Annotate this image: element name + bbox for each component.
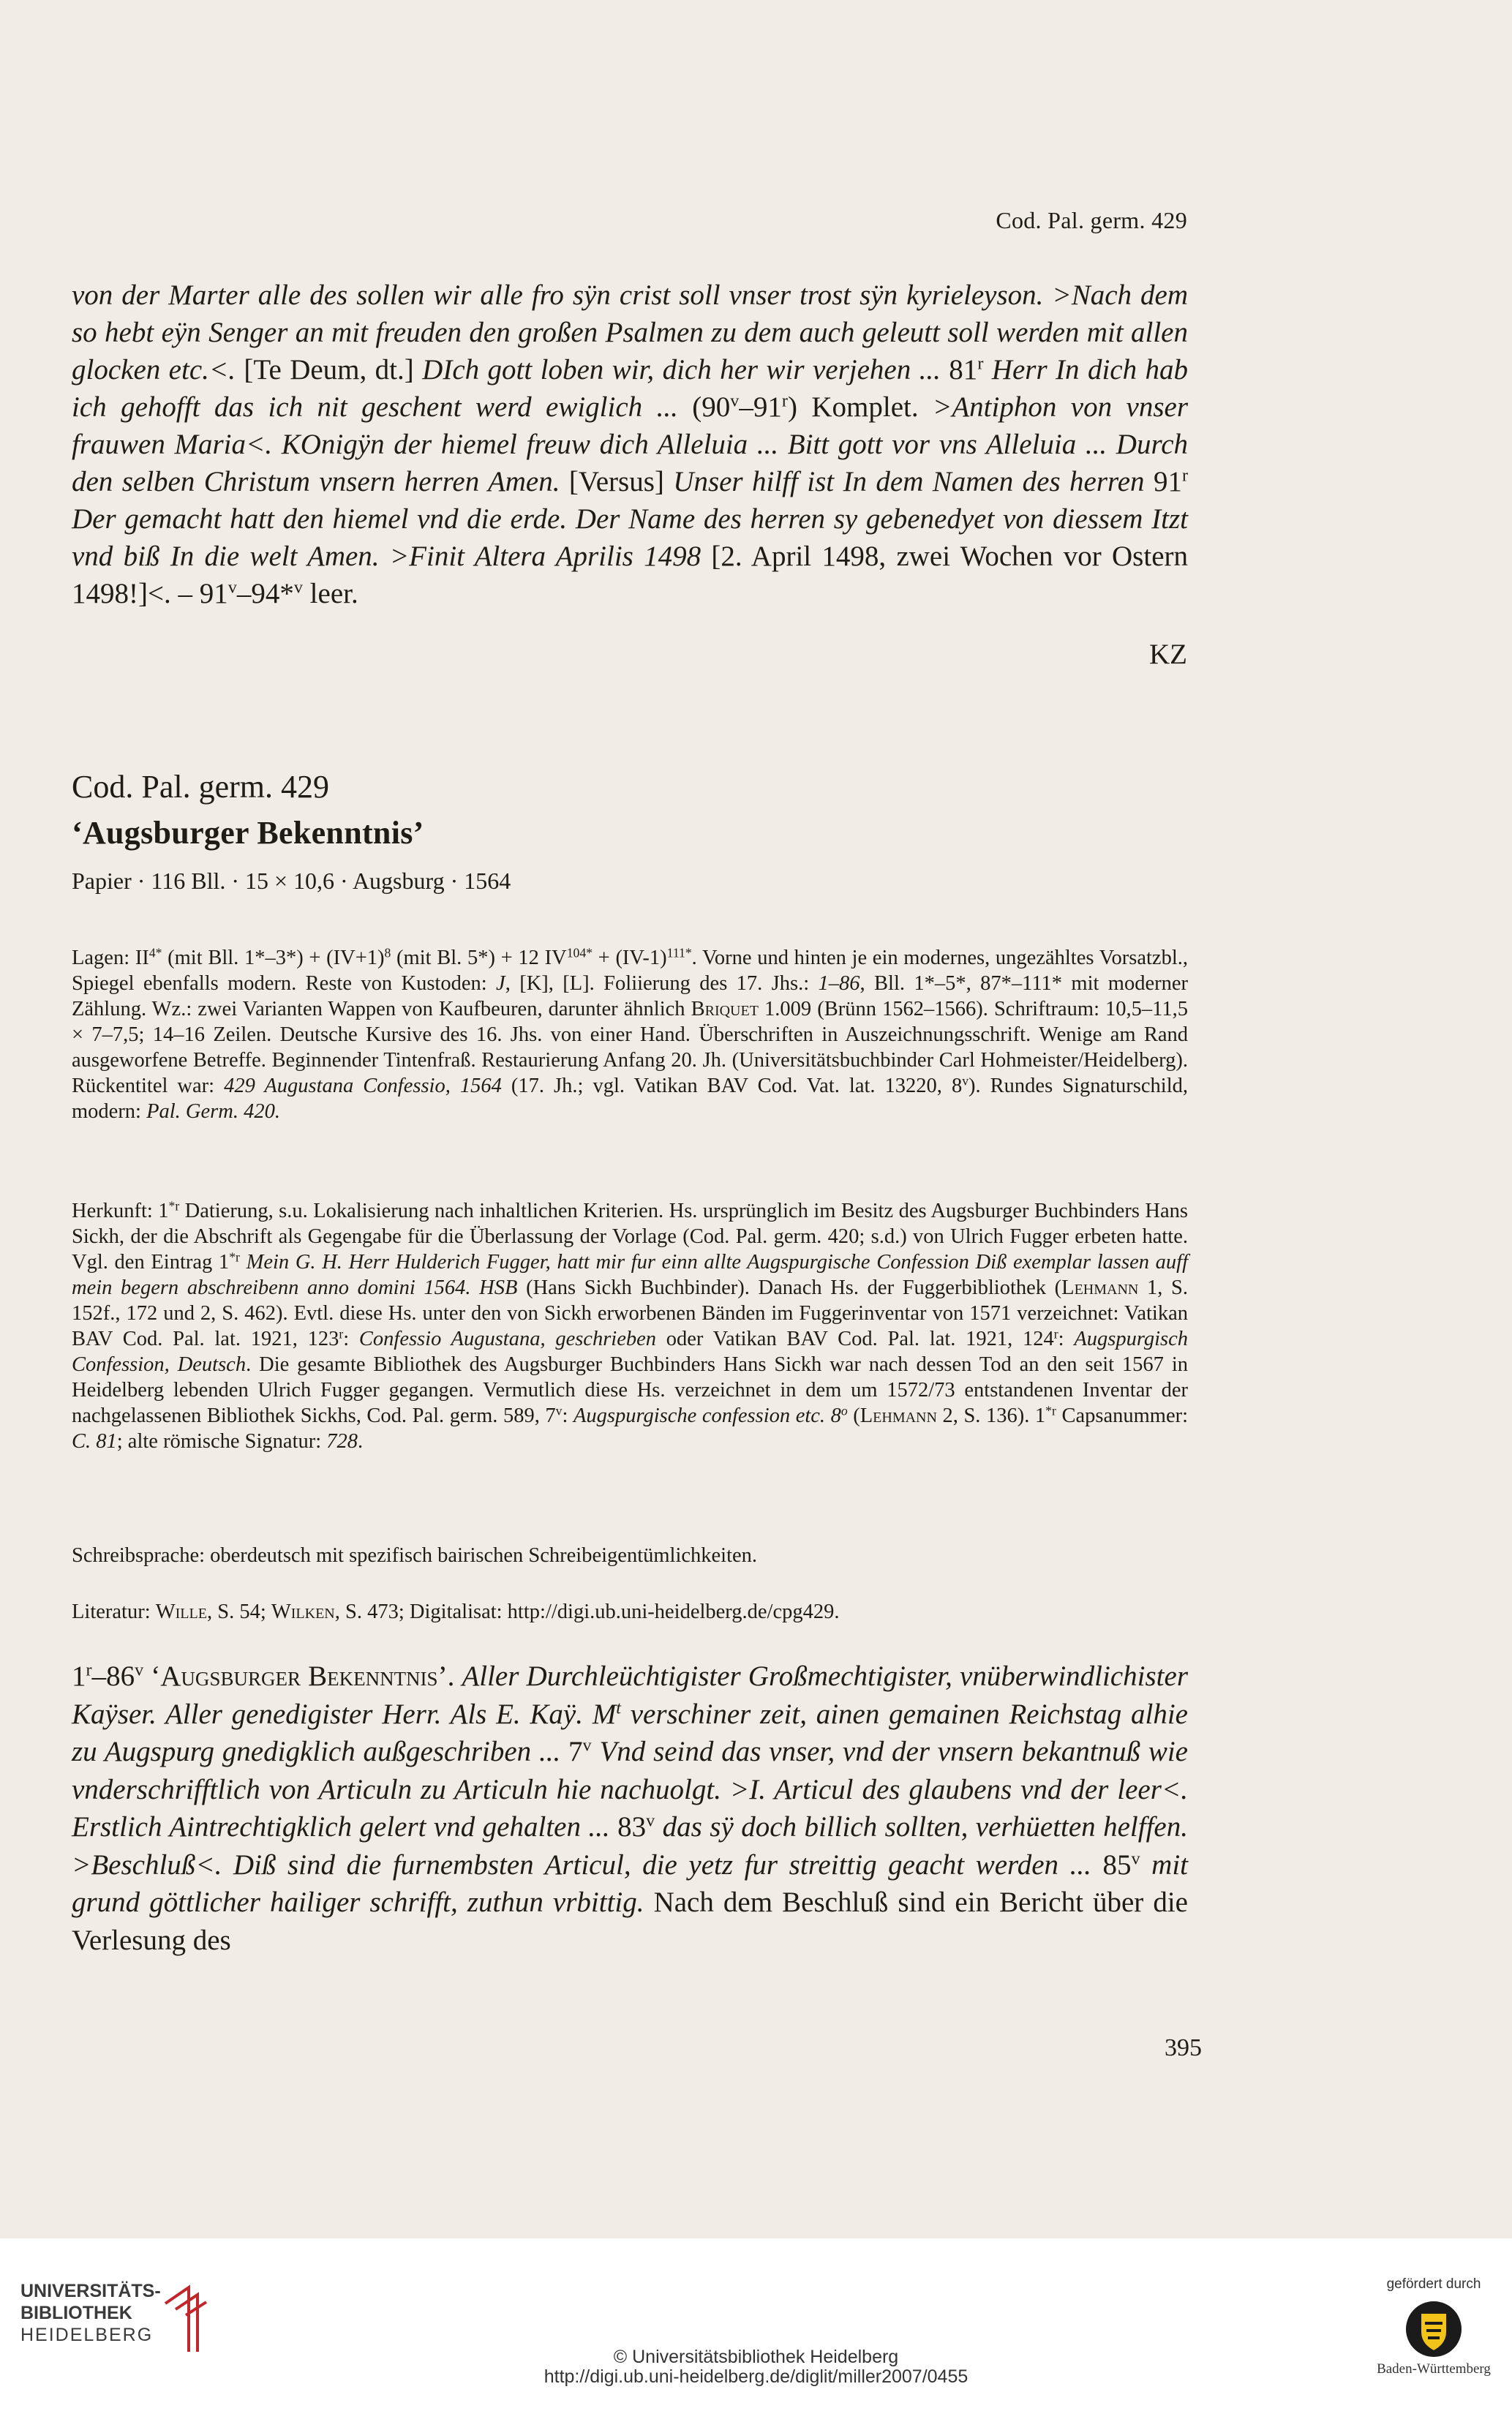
page-number: 395 bbox=[1165, 2034, 1202, 2061]
prev-text-5: Herr In dich hab ich gehofft das ich nit geschent werd ewiglich ... bbox=[72, 354, 1189, 423]
lagen-italic: 429 Augustana Confessio, 1564 bbox=[224, 1075, 502, 1097]
prev-text-9: Unser hilff ist In dem Namen des herren bbox=[673, 466, 1145, 497]
superscript: *r bbox=[168, 1198, 180, 1214]
lagen-italic: 1–86 bbox=[818, 972, 860, 995]
lagen-text: Lagen: II bbox=[72, 947, 149, 969]
lagen-smallcaps: Briquet bbox=[691, 998, 759, 1020]
herkunft-italic: 728 bbox=[326, 1430, 358, 1453]
library-logo-text bbox=[20, 2280, 161, 2346]
entry-meta: Papier · 116 Bll. · 15 × 10,6 · Augsburg · 1564 bbox=[72, 868, 511, 894]
content-italic: Aller Durchleüchtigister Großmechtigister, vnüberwindlichister Kaÿser. Aller genedigister Herr. Als E. Kaÿ. M bbox=[72, 1661, 1188, 1730]
superscript: *r bbox=[229, 1249, 240, 1265]
lagen-text: (mit Bll. 1*–3*) + (IV+1) bbox=[162, 947, 385, 969]
prev-text-2: [Te Deum, dt.] bbox=[235, 354, 423, 386]
herkunft-italic: Augspurgische confession etc. 8 bbox=[573, 1404, 841, 1427]
prev-text-11: Der gemacht hatt den hiemel vnd die erde. Der Name des herren sy gebenedyet von diessem Itzt vnd biß In die welt Amen. >Finit Altera Aprilis 1498 bbox=[72, 503, 1188, 572]
superscript: v bbox=[962, 1073, 969, 1088]
herkunft-italic: Confessio Augustana, geschrieben bbox=[358, 1328, 657, 1350]
library-logo-line: HEIDELBERG bbox=[20, 2325, 154, 2345]
running-head: Cod. Pal. germ. 429 bbox=[996, 207, 1187, 233]
superscript: v bbox=[646, 1810, 655, 1831]
superscript: 4* bbox=[148, 945, 162, 960]
herkunft-smallcaps: Lehmann bbox=[860, 1404, 937, 1427]
lagen-text: + (IV-1) bbox=[593, 947, 667, 969]
literatur-text: , S. 54; bbox=[206, 1601, 271, 1623]
library-logo-line: UNIVERSITÄTS- bbox=[20, 2281, 161, 2301]
prev-text-8: [Versus] bbox=[560, 466, 674, 497]
content-italic: Vnd seind das vnser, vnd der vnsern bekantnuß wie vnderschrifftlich von Articuln zu Articuln hie nachuolgt. >I. Articul des glaubens vnd der leer<. Erstlich Aintrechtigklich gelert vnd gehalten ... bbox=[72, 1736, 1188, 1843]
lagen-text: , Bll. 1*–5*, 87*–111* mit moderner Zählung. Wz.: zwei Varianten Wappen von Kaufbeuren, darunter ähnlich bbox=[72, 972, 1188, 1020]
herkunft-text: Capsanummer: bbox=[1056, 1404, 1188, 1427]
superscript: r bbox=[1053, 1326, 1058, 1342]
lagen-text: , [K], [L]. Foliierung des 17. Jhs.: bbox=[505, 972, 819, 995]
superscript: v bbox=[555, 1403, 563, 1418]
superscript: v bbox=[135, 1660, 144, 1680]
footer-credits bbox=[0, 2347, 1512, 2387]
copyright-text: © Universitätsbibliothek Heidelberg bbox=[613, 2347, 899, 2367]
superscript: r bbox=[339, 1326, 344, 1342]
literature-paragraph bbox=[72, 1599, 1188, 1625]
lagen-text: ). Rundes Signaturschild, modern: bbox=[72, 1075, 1188, 1123]
lagen-italic: Pal. Germ. 420. bbox=[146, 1100, 280, 1123]
superscript: v bbox=[582, 1735, 592, 1756]
library-mark-icon bbox=[159, 2282, 211, 2355]
herkunft-italic: C. 81 bbox=[72, 1430, 117, 1453]
superscript: v bbox=[730, 391, 740, 411]
herkunft-text: 1, S. 152f., 172 und 2, S. 462). Evtl. diese Hs. unter den von Sickh erworbenen Bänden im Fuggerinventar von 1571 verzeichnet: Vatikan BAV Cod. Pal. lat. 1921, 123 bbox=[72, 1276, 1188, 1350]
lagen-text: (mit Bl. 5*) + 12 IV bbox=[391, 947, 567, 969]
author-initials: KZ bbox=[1149, 639, 1187, 670]
prev-text-7: >Antiphon von vnser frauwen Maria<. KOnigÿn der hiemel freuw dich Alleluia ... Bitt gott vor vns Alleluia ... Durch den selben Christum vnsern herren Amen. bbox=[72, 391, 1188, 497]
codicology-paragraph bbox=[72, 945, 1188, 1124]
superscript: v bbox=[293, 577, 303, 598]
funded-by-label: gefördert durch bbox=[1386, 2276, 1481, 2292]
content-italic: das sÿ doch billich sollten, verhüetten helffen. >Beschluß<. Diß sind die furnembsten Articul, die yetz fur streittig geacht werden ... bbox=[72, 1811, 1188, 1881]
superscript: t bbox=[616, 1698, 621, 1718]
provenance-paragraph bbox=[72, 1198, 1188, 1454]
superscript: 104* bbox=[566, 945, 593, 960]
prev-text-4: 81 bbox=[940, 354, 978, 386]
herkunft-text: (Hans Sickh Buchbinder). Danach Hs. der Fuggerbibliothek ( bbox=[517, 1276, 1062, 1299]
literatur-smallcaps: Wille bbox=[155, 1601, 207, 1623]
superscript: r bbox=[86, 1660, 92, 1680]
lagen-text: 1.009 (Brünn 1562–1566). Schriftraum: 10,5–11,5 × 7–7,5; 14–16 Zeilen. Deutsche Kursive des 16. Jhs. von einer Hand. Überschriften in Auszeichnungsschrift. Wenige am Rand ausgeworfene Betreffe. Beginnender Tintenfraß. Restaurierung Anfang 20. Jh. (Universitätsbuchbinder Carl Hohmeister/Heidelberg). Rückentitel war: bbox=[72, 998, 1188, 1097]
herkunft-text: ; alte römische Signatur: bbox=[116, 1430, 327, 1453]
superscript: *r bbox=[1045, 1403, 1056, 1418]
herkunft-text: 2, S. 136). 1 bbox=[936, 1404, 1046, 1427]
content-text: 7 bbox=[560, 1736, 583, 1767]
content-text: 85 bbox=[1091, 1849, 1132, 1881]
content-italic: mit grund göttlicher hailiger schrifft, zuthun vrbittig. bbox=[72, 1849, 1188, 1918]
content-text: ’. bbox=[437, 1661, 462, 1692]
prev-text-3: DIch gott loben wir, dich her wir verjehen ... bbox=[422, 354, 941, 386]
herkunft-italic: Augspurgisch Confession, Deutsch bbox=[72, 1328, 1189, 1376]
superscript: r bbox=[781, 391, 788, 411]
literatur-smallcaps: Wilken bbox=[271, 1601, 335, 1623]
superscript: v bbox=[1131, 1849, 1140, 1869]
content-description bbox=[72, 1658, 1188, 1959]
herkunft-text: Datierung, s.u. Lokalisierung nach inhaltlichen Kriterien. Hs. ursprünglich im Besitz des Augsburger Buchbinders Hans Sickh, der die Abschrift als Gegengabe für die Überlassung der Vorlage (Cod. Pal. germ. 420; s.d.) von Ulrich Fugger erbeten hatte. Vgl. den Eintrag 1 bbox=[72, 1200, 1188, 1274]
herkunft-text: . bbox=[358, 1430, 364, 1453]
herkunft-text: . Die gesamte Bibliothek des Augsburger Buchbinders Hans Sickh war nach dessen Tod an den seit 1567 in Heidelberg lebenden Ulrich Fugger gegangen. Vermutlich diese Hs. verzeichnet in dem um 1572/73 entstandenen Inventar der nachgelassenen Bibliothek Sickhs, Cod. Pal. germ. 589, 7 bbox=[72, 1353, 1188, 1427]
entry-title: ‘Augsburger Bekenntnis’ bbox=[72, 815, 424, 851]
superscript: r bbox=[1181, 465, 1189, 486]
superscript: v bbox=[227, 577, 237, 598]
crest-icon bbox=[1404, 2300, 1463, 2358]
content-italic: verschiner zeit, ainen gemainen Reichstag alhie zu Augspurg gnedigklich außgeschriben ... bbox=[72, 1698, 1188, 1767]
prev-text-1: von der Marter alle des sollen wir alle fro sÿn crist soll vnser trost sÿn kyrieleyson. >Nach dem so hebt eÿn Senger an mit freuden den großen Psalmen zu dem auch geleutt soll werden mit allen glocken etc.<. bbox=[72, 279, 1188, 386]
prev-text-10: 91 bbox=[1144, 466, 1182, 497]
previous-entry-text bbox=[72, 277, 1188, 612]
herkunft-italic: Mein G. H. Herr Hulderich Fugger, hatt mir fur einn allte Augspurgische Confession Diß exemplar lassen auff mein begern abschreibenn anno domini 1564. HSB bbox=[72, 1251, 1188, 1299]
prev-text-12: [2. April 1498, zwei Wochen vor Ostern 1498!]<. – 91 bbox=[72, 541, 1188, 609]
lagen-text: (17. Jh.; vgl. Vatikan BAV Cod. Vat. lat. 13220, 8 bbox=[501, 1075, 963, 1097]
herkunft-text: : bbox=[343, 1328, 359, 1350]
entry-signature: Cod. Pal. germ. 429 bbox=[72, 769, 329, 805]
content-text: ‘ bbox=[143, 1661, 161, 1692]
content-text: Nach dem Beschluß sind ein Bericht über die Verlesung des bbox=[72, 1887, 1188, 1956]
superscript: o bbox=[840, 1403, 848, 1418]
prev-text-6c: ) Komplet. bbox=[787, 391, 933, 423]
herkunft-text: ( bbox=[847, 1404, 860, 1427]
permalink[interactable]: http://digi.ub.uni-heidelberg.de/diglit/miller2007/0455 bbox=[544, 2366, 968, 2387]
funder-logo[interactable] bbox=[1372, 2276, 1496, 2377]
herkunft-smallcaps: Lehmann bbox=[1061, 1276, 1139, 1299]
herkunft-text: oder Vatikan BAV Cod. Pal. lat. 1921, 124 bbox=[656, 1328, 1054, 1350]
prev-text-14: leer. bbox=[302, 578, 358, 609]
prev-text-13: –94* bbox=[236, 578, 294, 609]
literatur-text: , S. 473; Digitalisat: http://digi.ub.uni-heidelberg.de/cpg429. bbox=[334, 1601, 840, 1623]
prev-text-6: (90 bbox=[677, 391, 731, 423]
content-text: –86 bbox=[91, 1661, 135, 1692]
lagen-text: . Vorne und hinten je ein modernes, ungezähltes Vorsatzbl., Spiegel ebenfalls modern. Reste von Kustoden: bbox=[72, 947, 1188, 995]
herkunft-text: : bbox=[1058, 1328, 1075, 1350]
library-logo-line: BIBLIOTHEK bbox=[20, 2303, 132, 2323]
content-text: 1 bbox=[72, 1661, 86, 1692]
superscript: r bbox=[977, 353, 984, 374]
lagen-italic: J bbox=[496, 972, 505, 995]
content-smallcaps: Augsburger Bekenntnis bbox=[160, 1661, 438, 1692]
language-paragraph: Schreibsprache: oberdeutsch mit spezifisch bairischen Schreibeigentümlichkeiten. bbox=[72, 1544, 758, 1567]
prev-text-6b: –91 bbox=[739, 391, 782, 423]
superscript: 111* bbox=[666, 945, 692, 960]
funder-name: Baden-Württemberg bbox=[1377, 2361, 1491, 2377]
herkunft-text: : bbox=[562, 1404, 573, 1427]
content-text: 83 bbox=[609, 1811, 647, 1843]
superscript: 8 bbox=[384, 945, 391, 960]
herkunft-text: Herkunft: 1 bbox=[72, 1200, 169, 1222]
footer bbox=[0, 2238, 1512, 2422]
literatur-text: Literatur: bbox=[72, 1601, 156, 1623]
entry-header bbox=[72, 768, 1188, 895]
